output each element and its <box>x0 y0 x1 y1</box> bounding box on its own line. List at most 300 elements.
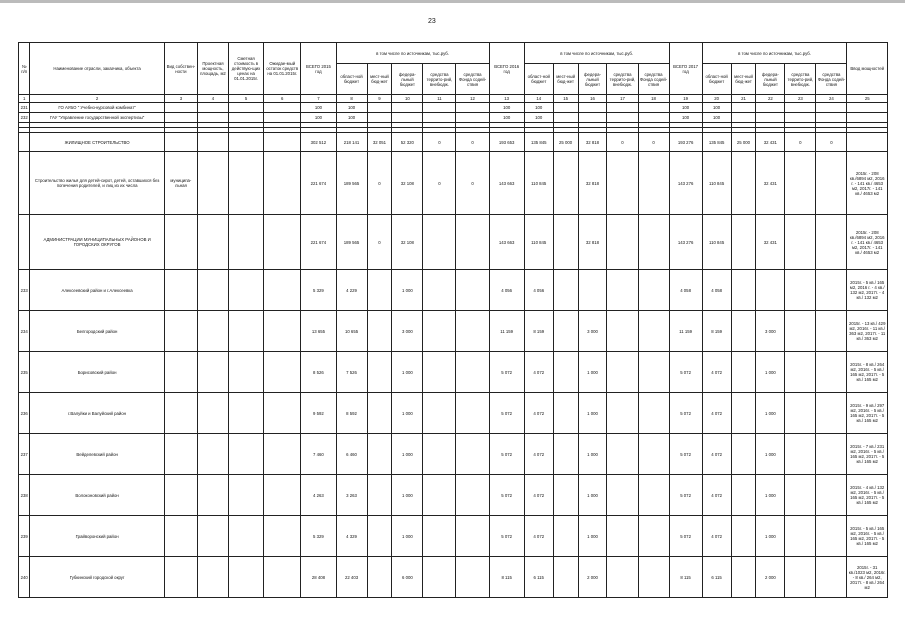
row-cell <box>553 352 578 393</box>
row-cell <box>816 311 847 352</box>
row-commission: 2015г. - 7 кв./ 231 м2, 2016г. - 5 кв./ 165 м2, 2017г. - 5 кв./ 165 м2 <box>847 434 888 475</box>
row-total-2017: 11 159 <box>669 311 702 352</box>
row-federal-2016: 1 000 <box>578 475 607 516</box>
row-commission: 2015г. - 208 кв./6894 м2, 2016 г. - 141 кв./ 4653 м2, 2017г. - 141 кв./ 4653 м2 <box>847 215 888 270</box>
header-name: Наименование отрасли, заказчика, объекта <box>30 43 164 95</box>
row-federal-2015: 6 000 <box>392 557 423 598</box>
row-total-2016: 11 159 <box>489 311 524 352</box>
row-total-2015: 13 655 <box>301 311 336 352</box>
row-cell <box>816 516 847 557</box>
row-name: г.Валуйки и Валуйский район <box>30 393 164 434</box>
row-total-2015: 221 674 <box>301 215 336 270</box>
row-territorial-2015 <box>423 113 456 123</box>
row-name: Белгородский район <box>30 311 164 352</box>
row-cell <box>785 434 816 475</box>
row-territorial-2015 <box>423 103 456 113</box>
territorial-2015: 0 <box>423 133 456 152</box>
row-name: ГАУ "Управление государственной экспертизы" <box>30 113 164 123</box>
header-federal-2016: федера-льный бюджет <box>578 64 607 95</box>
row-cell <box>785 557 816 598</box>
row-no: 232 <box>19 113 30 123</box>
row-cell <box>264 557 301 598</box>
row-no: 231 <box>19 103 30 113</box>
row-territorial-2017 <box>785 103 816 113</box>
row-territorial-2015: 0 <box>423 152 456 215</box>
orphans-housing-row <box>19 152 888 215</box>
row-federal-2015 <box>392 103 423 113</box>
row-name: Строительство жилья для детей-сирот, детей, оставшихся без попечения родителей, и лиц из их числа <box>30 152 164 215</box>
row-regional-2017: 4 058 <box>702 270 731 311</box>
row-territorial-2017 <box>785 113 816 123</box>
row-regional-2016: 8 159 <box>524 311 553 352</box>
row-federal-2016: 2 000 <box>578 557 607 598</box>
row-cell <box>456 393 489 434</box>
row-no: 238 <box>19 475 30 516</box>
row-cell <box>638 475 669 516</box>
header-fund-2015: средства Фонда содей-ствия <box>456 64 489 95</box>
row-commission: 2015г. - 5 кв./ 165 м2, 2016 г. - 4 кв./ 132 м2, 2017г. - 4 кв./ 132 м2 <box>847 270 888 311</box>
header-federal-2017: федера-льный бюджет <box>756 64 785 95</box>
column-number: 2 <box>30 95 164 103</box>
header-row-1 <box>19 43 888 64</box>
row-federal-2017: 1 000 <box>756 393 785 434</box>
row-local-2015 <box>367 103 392 113</box>
district-row <box>19 311 888 352</box>
row-commission: 2015г. - 8 кв./ 264 м2, 2016г. - 5 кв./ 165 м2, 2017г. - 5 кв./ 165 м2 <box>847 352 888 393</box>
header-capacity: Проектная мощность, площадь, м2 <box>197 43 228 95</box>
row-commission: 2015г. - 13 кв./ 429 м2, 2016г. - 11 кв./ 363 м2, 2017г. - 11 кв./ 363 м2 <box>847 311 888 352</box>
header-regional-2016: област-ной бюджет <box>524 64 553 95</box>
row-cell <box>638 311 669 352</box>
header-sources-2015: в том числе по источникам, тыс.руб. <box>336 43 489 64</box>
row-cell <box>164 475 197 516</box>
federal-2017: 32 431 <box>756 133 785 152</box>
row-total-2015: 4 263 <box>301 475 336 516</box>
row-total-2015: 100 <box>301 103 336 113</box>
header-sources-2017: в том числе по источникам, тыс.руб. <box>702 43 847 64</box>
row-cell <box>228 103 263 113</box>
row-regional-2015: 10 655 <box>336 311 367 352</box>
row-commission: 2015г. - 5 кв./ 165 м2, 2016г. - 5 кв./ 165 м2, 2017г. - 5 кв./ 165 м2 <box>847 516 888 557</box>
row-federal-2017: 3 000 <box>756 311 785 352</box>
row-local-2017 <box>731 103 756 113</box>
row-commission <box>847 103 888 113</box>
header-estimate: Сметная стоимость в действую-щих ценах на 01.01.2015г. <box>228 43 263 95</box>
row-regional-2015: 100 <box>336 113 367 123</box>
row-cell <box>816 393 847 434</box>
header-territorial-2017: средства террито-рий, внебюдж. <box>785 64 816 95</box>
row-cell <box>197 103 228 113</box>
row-cell <box>164 516 197 557</box>
fund-2016: 0 <box>638 133 669 152</box>
territorial-2017: 0 <box>785 133 816 152</box>
row-regional-2016: 100 <box>524 113 553 123</box>
row-cell <box>638 516 669 557</box>
row-cell <box>607 475 638 516</box>
row-cell <box>816 352 847 393</box>
header-total-2016: ВСЕГО 2016 год <box>489 43 524 95</box>
header-total-2017: ВСЕГО 2017 год <box>669 43 702 95</box>
row-regional-2015: 4 329 <box>336 516 367 557</box>
row-cell <box>264 103 301 113</box>
row-fund-2016 <box>638 113 669 123</box>
row-territorial-2016 <box>607 103 638 113</box>
row-federal-2015: 1 000 <box>392 352 423 393</box>
row-cell <box>164 311 197 352</box>
row-cell <box>553 393 578 434</box>
header-sources-2016: в том числе по источникам, тыс.руб. <box>524 43 669 64</box>
row-cell <box>553 516 578 557</box>
row-federal-2016 <box>578 103 607 113</box>
column-number: 17 <box>607 95 638 103</box>
column-number: 8 <box>336 95 367 103</box>
row-federal-2016: 3 000 <box>578 311 607 352</box>
column-number: 24 <box>816 95 847 103</box>
row-cell <box>607 557 638 598</box>
row-total-2017: 143 276 <box>669 215 702 270</box>
row-cell <box>367 475 392 516</box>
row-cell <box>367 557 392 598</box>
row-name: ГО АУБО " Учебно-курсовой комбинат" <box>30 103 164 113</box>
row-cell <box>197 393 228 434</box>
local-2017: 25 000 <box>731 133 756 152</box>
header-territorial-2015: средства террито-рий, внебюдж. <box>423 64 456 95</box>
row-kind <box>164 103 197 113</box>
row-cell <box>228 557 263 598</box>
column-number: 11 <box>423 95 456 103</box>
row-federal-2016 <box>578 270 607 311</box>
header-kind: Вид собствен-ности <box>164 43 197 95</box>
header-federal-2015: федера-льный бюджет <box>392 64 423 95</box>
row-federal-2017: 1 000 <box>756 434 785 475</box>
row-no: 233 <box>19 270 30 311</box>
row-cell <box>553 475 578 516</box>
row-name: Губкинский городской округ <box>30 557 164 598</box>
column-number: 16 <box>578 95 607 103</box>
row-total-2015: 5 329 <box>301 516 336 557</box>
investment-program-table <box>18 42 888 598</box>
row-cell <box>456 270 489 311</box>
header-local-2016: мест-ный бюд-жет <box>553 64 578 95</box>
row-federal-2015: 1 000 <box>392 434 423 475</box>
row-cell <box>423 557 456 598</box>
district-row <box>19 393 888 434</box>
district-row <box>19 516 888 557</box>
column-number: 10 <box>392 95 423 103</box>
row-regional-2015: 189 565 <box>336 215 367 270</box>
row-cell <box>197 516 228 557</box>
row-cell <box>816 475 847 516</box>
row-federal-2017: 32 431 <box>756 215 785 270</box>
row-federal-2017: 1 000 <box>756 475 785 516</box>
row-cell <box>197 352 228 393</box>
row-total-2017: 5 072 <box>669 475 702 516</box>
column-number: 18 <box>638 95 669 103</box>
column-number: 20 <box>702 95 731 103</box>
column-number: 4 <box>197 95 228 103</box>
row-cell <box>367 311 392 352</box>
row-federal-2015 <box>392 113 423 123</box>
header-territorial-2016: средства террито-рий, внебюдж. <box>607 64 638 95</box>
row-cell <box>731 516 756 557</box>
row-total-2015: 100 <box>301 113 336 123</box>
federal-2015: 52 320 <box>392 133 423 152</box>
row-name: АДМИНИСТРАЦИИ МУНИЦИПАЛЬНЫХ РАЙОНОВ И ГОРОДСКИХ ОКРУГОВ <box>30 215 164 270</box>
row-commission: 2015г. - 9 кв./ 297 м2, 2016г. - 5 кв./ 165 м2, 2017г. - 5 кв./ 165 м2 <box>847 393 888 434</box>
row-local-2016 <box>553 113 578 123</box>
column-number: 7 <box>301 95 336 103</box>
regional-2015: 218 141 <box>336 133 367 152</box>
row-cell <box>553 557 578 598</box>
row-total-2016: 5 072 <box>489 516 524 557</box>
row-regional-2017: 6 115 <box>702 557 731 598</box>
row-federal-2017: 1 000 <box>756 352 785 393</box>
table-row <box>19 103 888 113</box>
row-cell <box>264 434 301 475</box>
row-federal-2016: 1 000 <box>578 434 607 475</box>
row-federal-2017 <box>756 113 785 123</box>
row-total-2016: 143 663 <box>489 215 524 270</box>
row-name: Алексеевский район и г.Алексеевка <box>30 270 164 311</box>
row-fund-2015 <box>456 113 489 123</box>
column-number: 23 <box>785 95 816 103</box>
row-cell <box>228 516 263 557</box>
row-regional-2015: 189 565 <box>336 152 367 215</box>
row-cell <box>456 434 489 475</box>
row-regional-2015: 8 592 <box>336 393 367 434</box>
row-local-2015 <box>367 113 392 123</box>
row-cell <box>164 434 197 475</box>
row-fund-2015: 0 <box>456 152 489 215</box>
row-fund-2017 <box>816 113 847 123</box>
row-federal-2015: 32 108 <box>392 215 423 270</box>
table-row <box>19 113 888 123</box>
row-kind <box>164 113 197 123</box>
row-cell <box>228 113 263 123</box>
row-total-2017: 5 072 <box>669 352 702 393</box>
row-cell <box>228 352 263 393</box>
column-number: 14 <box>524 95 553 103</box>
row-cell <box>607 311 638 352</box>
row-cell <box>197 270 228 311</box>
row-total-2016: 4 056 <box>489 270 524 311</box>
row-cell <box>816 270 847 311</box>
row-total-2017: 5 072 <box>669 393 702 434</box>
federal-2016: 32 818 <box>578 133 607 152</box>
row-no: 234 <box>19 311 30 352</box>
administrations-row <box>19 215 888 270</box>
row-total-2015: 28 408 <box>301 557 336 598</box>
row-federal-2016: 32 818 <box>578 215 607 270</box>
row-total-2017: 100 <box>669 103 702 113</box>
row-cell <box>423 516 456 557</box>
row-regional-2016: 4 072 <box>524 434 553 475</box>
header-commission: Ввод мощностей <box>847 43 888 95</box>
row-cell <box>456 557 489 598</box>
row-cell <box>731 393 756 434</box>
row-no: 236 <box>19 393 30 434</box>
row-cell <box>423 393 456 434</box>
row-cell <box>816 557 847 598</box>
row-regional-2016: 4 072 <box>524 516 553 557</box>
row-cell <box>607 393 638 434</box>
row-regional-2015: 4 229 <box>336 270 367 311</box>
row-cell <box>785 393 816 434</box>
row-cell <box>456 311 489 352</box>
row-cell <box>607 434 638 475</box>
row-cell <box>228 270 263 311</box>
row-total-2016: 143 663 <box>489 152 524 215</box>
row-cell <box>731 270 756 311</box>
row-cell <box>638 352 669 393</box>
row-regional-2017: 4 072 <box>702 516 731 557</box>
row-total-2015: 5 329 <box>301 270 336 311</box>
row-federal-2016: 1 000 <box>578 516 607 557</box>
row-name: Борисовский район <box>30 352 164 393</box>
row-regional-2016: 100 <box>524 103 553 113</box>
row-cell <box>785 270 816 311</box>
row-federal-2015: 1 000 <box>392 475 423 516</box>
row-cell <box>197 557 228 598</box>
row-cell <box>423 270 456 311</box>
row-federal-2017 <box>756 270 785 311</box>
row-cell <box>607 270 638 311</box>
row-federal-2016: 32 818 <box>578 152 607 215</box>
row-cell <box>264 475 301 516</box>
row-cell <box>638 557 669 598</box>
row-regional-2017: 110 845 <box>702 152 731 215</box>
fund-2015: 0 <box>456 133 489 152</box>
row-cell <box>785 516 816 557</box>
district-row <box>19 352 888 393</box>
row-federal-2017: 1 000 <box>756 516 785 557</box>
row-total-2015: 221 674 <box>301 152 336 215</box>
section-title: ЖИЛИЩНОЕ СТРОИТЕЛЬСТВО <box>30 133 164 152</box>
row-total-2017: 100 <box>669 113 702 123</box>
row-cell <box>264 352 301 393</box>
row-federal-2015: 1 000 <box>392 516 423 557</box>
row-cell <box>367 393 392 434</box>
row-cell <box>367 270 392 311</box>
row-regional-2016: 6 115 <box>524 557 553 598</box>
row-federal-2015: 32 108 <box>392 152 423 215</box>
territorial-2016: 0 <box>607 133 638 152</box>
row-territorial-2016 <box>607 113 638 123</box>
row-federal-2017 <box>756 103 785 113</box>
column-number: 22 <box>756 95 785 103</box>
row-cell <box>197 311 228 352</box>
row-cell <box>423 352 456 393</box>
row-cell <box>164 393 197 434</box>
row-total-2016: 100 <box>489 103 524 113</box>
row-regional-2017: 4 072 <box>702 434 731 475</box>
local-2016: 25 000 <box>553 133 578 152</box>
row-cell <box>228 434 263 475</box>
row-total-2017: 143 276 <box>669 152 702 215</box>
district-row <box>19 434 888 475</box>
column-number: 13 <box>489 95 524 103</box>
page-number: 23 <box>428 18 436 25</box>
column-number: 5 <box>228 95 263 103</box>
row-fund-2016 <box>638 103 669 113</box>
row-cell <box>264 311 301 352</box>
row-cell <box>264 393 301 434</box>
row-total-2015: 8 526 <box>301 352 336 393</box>
row-regional-2015: 3 263 <box>336 475 367 516</box>
row-cell <box>456 475 489 516</box>
row-cell <box>264 516 301 557</box>
header-local-2015: мест-ный бюд-жет <box>367 64 392 95</box>
row-cell <box>731 557 756 598</box>
row-total-2016: 5 072 <box>489 352 524 393</box>
header-fund-2016: средства Фонда содей-ствия <box>638 64 669 95</box>
regional-2017: 135 845 <box>702 133 731 152</box>
row-total-2016: 5 072 <box>489 475 524 516</box>
row-regional-2016: 4 072 <box>524 352 553 393</box>
row-total-2017: 8 115 <box>669 557 702 598</box>
row-regional-2015: 6 460 <box>336 434 367 475</box>
row-kind: муниципа-льная <box>164 152 197 215</box>
row-federal-2015: 1 000 <box>392 270 423 311</box>
district-row <box>19 557 888 598</box>
row-cell <box>197 475 228 516</box>
row-total-2017: 5 072 <box>669 516 702 557</box>
column-number: 6 <box>264 95 301 103</box>
row-cell <box>553 434 578 475</box>
row-total-2016: 5 072 <box>489 393 524 434</box>
row-regional-2016: 110 845 <box>524 152 553 215</box>
row-name: Вейделевский район <box>30 434 164 475</box>
row-local-2017 <box>731 113 756 123</box>
row-cell <box>816 434 847 475</box>
row-name: Грайворонский район <box>30 516 164 557</box>
row-cell <box>456 352 489 393</box>
column-number: 12 <box>456 95 489 103</box>
row-regional-2016: 4 072 <box>524 475 553 516</box>
header-regional-2017: област-ной бюджет <box>702 64 731 95</box>
row-total-2016: 100 <box>489 113 524 123</box>
total-2017: 193 276 <box>669 133 702 152</box>
row-cell <box>197 113 228 123</box>
row-cell <box>638 434 669 475</box>
row-cell <box>785 352 816 393</box>
row-cell <box>731 311 756 352</box>
column-number: 15 <box>553 95 578 103</box>
row-total-2017: 5 072 <box>669 434 702 475</box>
row-commission: 2015г. - 208 кв./6894 м2, 2016 г. - 141 кв./ 4653 м2, 2017г. - 141 кв./ 4653 м2 <box>847 152 888 215</box>
header-regional-2015: област-ной бюджет <box>336 64 367 95</box>
column-number: 21 <box>731 95 756 103</box>
row-cell <box>197 434 228 475</box>
row-cell <box>264 113 301 123</box>
row-cell <box>607 352 638 393</box>
column-number: 9 <box>367 95 392 103</box>
row-no: 235 <box>19 352 30 393</box>
column-number-row <box>19 95 888 103</box>
row-no: 240 <box>19 557 30 598</box>
row-cell <box>367 352 392 393</box>
header-local-2017: мест-ный бюд-жет <box>731 64 756 95</box>
row-cell <box>638 393 669 434</box>
row-commission: 2015г. - 4 кв./ 132 м2, 2016г. - 5 кв./ 165 м2, 2017г. - 5 кв./ 165 м2 <box>847 475 888 516</box>
row-cell <box>228 311 263 352</box>
row-regional-2015: 7 526 <box>336 352 367 393</box>
row-regional-2017: 4 072 <box>702 352 731 393</box>
column-number: 25 <box>847 95 888 103</box>
row-cell <box>367 434 392 475</box>
row-total-2015: 9 592 <box>301 393 336 434</box>
scan-top-edge <box>0 0 905 3</box>
